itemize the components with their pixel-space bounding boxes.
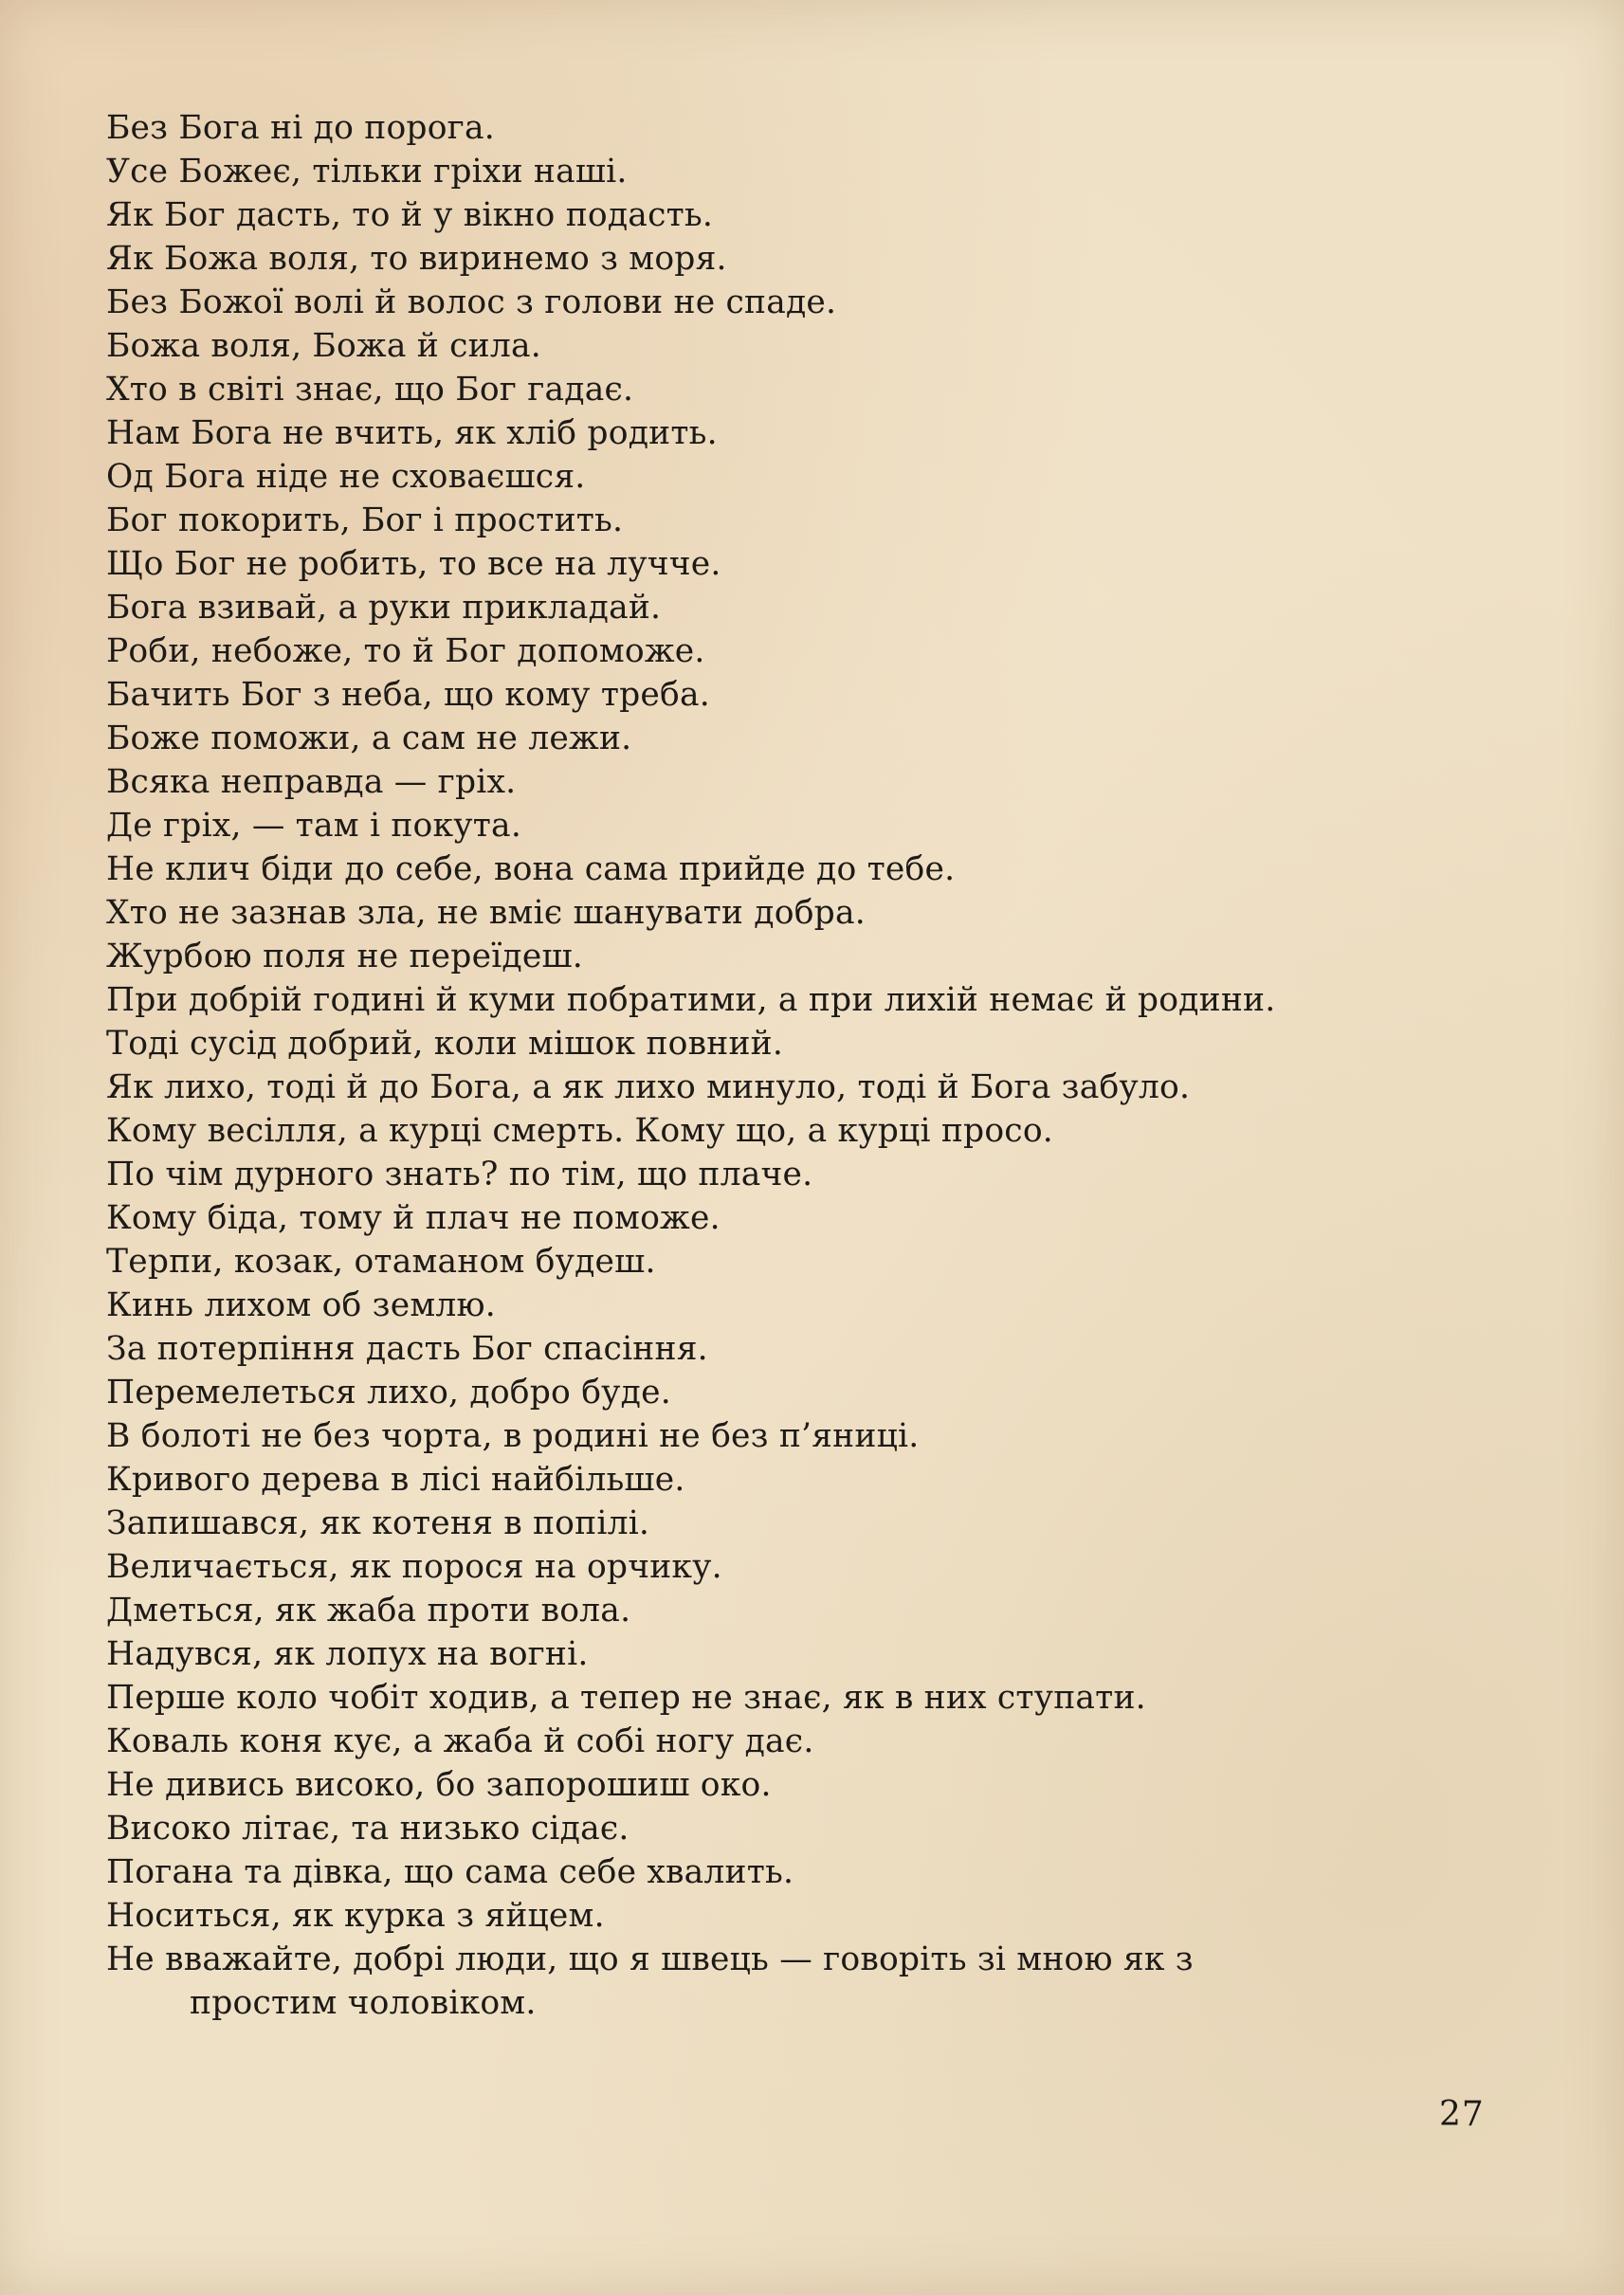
proverb-line: Високо літає, та низько сідає.: [106, 1810, 630, 1848]
proverb-line: Бачить Бог з неба, що кому треба.: [106, 676, 710, 714]
proverb-line: Усе Божеє, тільки гріхи наші.: [106, 153, 628, 191]
proverb-line: Нам Бога не вчить, як хліб родить.: [106, 414, 718, 452]
proverb-line: Терпи, козак, отаманом будеш.: [106, 1243, 656, 1281]
proverb-line: Кому біда, тому й плач не поможе.: [106, 1199, 721, 1237]
proverb-line: Тоді сусід добрий, коли мішок повний.: [106, 1025, 783, 1063]
proverb-line: Бог покорить, Бог і простить.: [106, 501, 624, 539]
proverb-line: Боже поможи, а сам не лежи.: [106, 719, 632, 757]
proverb-line: Коваль коня кує, а жаба й собі ногу дає.: [106, 1722, 814, 1760]
proverb-line: Перемелеться лихо, добро буде.: [106, 1374, 671, 1412]
proverb-line: Од Бога ніде не сховаєшся.: [106, 458, 586, 496]
proverb-line: Носиться, як курка з яйцем.: [106, 1897, 605, 1935]
proverb-line: Всяка неправда — гріх.: [106, 763, 517, 801]
proverb-line: Без Божої волі й волос з голови не спаде.: [106, 283, 837, 321]
proverb-line-continuation: простим чоловіком.: [190, 1984, 537, 2022]
proverb-line: Величається, як порося на орчику.: [106, 1548, 722, 1586]
proverb-line: Бога взивай, а руки прикладай.: [106, 589, 662, 627]
proverb-line: Кому весілля, а курці смерть. Кому що, а курці просо.: [106, 1112, 1053, 1150]
proverb-line: Погана та дівка, що сама себе хвалить.: [106, 1853, 794, 1891]
proverb-line: За потерпіння дасть Бог спасіння.: [106, 1330, 708, 1368]
proverbs-text: [106, 106, 1528, 2025]
proverb-line: Як Божа воля, то виринемо з моря.: [106, 240, 727, 278]
proverb-line: Дметься, як жаба проти вола.: [106, 1592, 631, 1630]
proverb-line: Кривого дерева в лісі найбільше.: [106, 1461, 685, 1499]
proverb-line: Що Бог не робить, то все на лучче.: [106, 545, 721, 583]
proverb-line: Хто в світі знає, що Бог гадає.: [106, 371, 634, 409]
proverb-line: При добрій годині й куми побратими, а при лихій немає й родини.: [106, 981, 1276, 1019]
proverb-line: Хто не зазнав зла, не вміє шанувати добра.: [106, 894, 866, 932]
proverb-line: Не дивись високо, бо запорошиш око.: [106, 1766, 772, 1804]
proverb-line: По чім дурного знать? по тім, що плаче.: [106, 1156, 813, 1193]
proverb-line: Роби, небоже, то й Бог допоможе.: [106, 632, 705, 670]
proverb-line: В болоті не без чорта, в родині не без п’яниці.: [106, 1417, 920, 1455]
proverb-line: Як Бог дасть, то й у вікно подасть.: [106, 196, 714, 234]
proverb-line: Журбою поля не переїдеш.: [106, 938, 583, 975]
proverb-line: Кинь лихом об землю.: [106, 1286, 496, 1324]
proverb-line: Без Бога ні до порога.: [106, 109, 495, 147]
proverb-line: Надувся, як лопух на вогні.: [106, 1635, 589, 1673]
proverb-line: Божа воля, Божа й сила.: [106, 327, 541, 365]
page-number: 27: [1439, 2095, 1485, 2134]
proverb-line: Як лихо, тоді й до Бога, а як лихо минуло, тоді й Бога забуло.: [106, 1068, 1191, 1106]
proverb-line: Перше коло чобіт ходив, а тепер не знає, як в них ступати.: [106, 1679, 1146, 1717]
proverb-line: Запишався, як котеня в попілі.: [106, 1504, 650, 1542]
proverb-line: Не вважайте, добрі люди, що я швець — говоріть зі мною як з: [106, 1940, 1194, 1978]
proverb-line: Не клич біди до себе, вона сама прийде до тебе.: [106, 850, 956, 888]
proverb-line: Де гріх, — там і покута.: [106, 807, 521, 845]
